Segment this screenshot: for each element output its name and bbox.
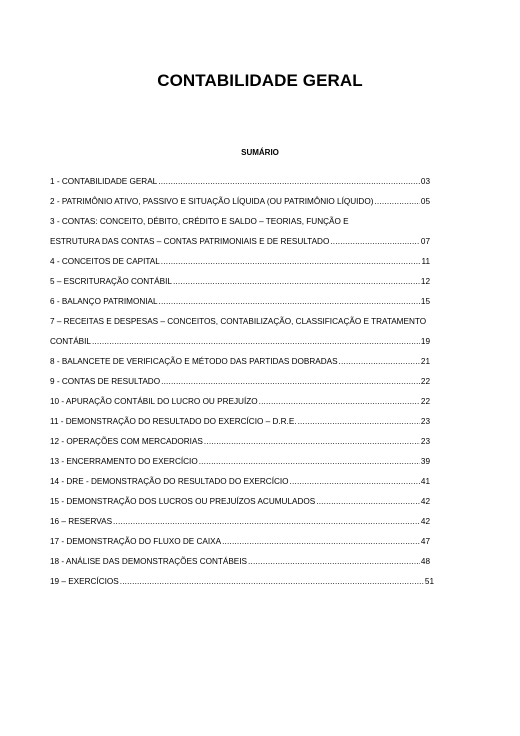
toc-entry-label: 18 - ANÁLISE DAS DEMONSTRAÇÕES CONTÁBEIS: [50, 557, 248, 566]
toc-entry-label: 13 - ENCERRAMENTO DO EXERCÍCIO: [50, 457, 198, 466]
toc-entry-label: 10 - APURAÇÃO CONTÁBIL DO LUCRO OU PREJUÍZO: [50, 397, 258, 406]
toc-entry-label-line1: 3 - CONTAS: CONCEITO, DÉBITO, CRÉDITO E SALDO – TEORIAS, FUNÇÃO E: [50, 217, 349, 226]
toc-entry: [50, 416, 430, 428]
dot-leader: [92, 336, 420, 348]
toc-entry: [50, 296, 430, 308]
toc-entry: [50, 576, 434, 588]
toc-entry-page: 42: [420, 497, 430, 506]
toc-entry-page: 47: [420, 537, 430, 546]
toc-entry: [50, 516, 430, 528]
toc-entry-page: 19: [420, 337, 430, 346]
dot-leader: [339, 356, 420, 368]
toc-entry-page: 05: [420, 197, 430, 206]
toc-entry-page: 21: [420, 357, 430, 366]
toc-entry-label: 9 - CONTAS DE RESULTADO: [50, 377, 161, 386]
toc-entry-label: ESTRUTURA DAS CONTAS – CONTAS PATRIMONIAIS E DE RESULTADO: [50, 237, 330, 246]
dot-leader: [374, 196, 419, 208]
dot-leader: [159, 296, 420, 308]
toc-entry: [50, 396, 430, 408]
dot-leader: [199, 456, 420, 468]
dot-leader: [316, 496, 420, 508]
toc-entry-label: 19 – EXERCÍCIOS: [50, 577, 119, 586]
toc-entry-page: 23: [420, 437, 430, 446]
toc-entry-label: 16 – RESERVAS: [50, 517, 113, 526]
dot-leader: [161, 376, 420, 388]
dot-leader: [222, 536, 420, 548]
toc-entry: [50, 496, 430, 508]
toc-entry: [50, 556, 430, 568]
toc-entry: [50, 336, 430, 348]
toc-entry-label: 11 - DEMONSTRAÇÃO DO RESULTADO DO EXERCÍCIO – D.R.E.: [50, 417, 297, 426]
toc-entry-label: 17 - DEMONSTRAÇÃO DO FLUXO DE CAIXA: [50, 537, 222, 546]
toc-entry-label: CONTÁBIL: [50, 337, 91, 346]
toc-entry-label: 2 - PATRIMÔNIO ATIVO, PASSIVO E SITUAÇÃO LÍQUIDA (OU PATRIMÔNIO LÍQUIDO): [50, 197, 374, 206]
toc-entry-label: 15 - DEMONSTRAÇÃO DOS LUCROS OU PREJUÍZOS ACUMULADOS: [50, 497, 316, 506]
toc-entry-page: 23: [420, 417, 430, 426]
toc-entry-label: 4 - CONCEITOS DE CAPITAL: [50, 257, 160, 266]
toc-entry-page: 07: [420, 237, 430, 246]
toc-entry-page: 11: [421, 257, 430, 266]
toc-entry-page: 41: [420, 477, 430, 486]
toc-entry-page: 42: [420, 517, 430, 526]
toc-entry-page: 48: [420, 557, 430, 566]
toc-heading: SUMÁRIO: [241, 148, 279, 157]
toc-entry: [50, 436, 430, 448]
toc-entry-label: 8 - BALANCETE DE VERIFICAÇÃO E MÉTODO DAS PARTIDAS DOBRADAS: [50, 357, 338, 366]
toc-entry-label: 12 - OPERAÇÕES COM MERCADORIAS: [50, 437, 203, 446]
toc-entry-page: 22: [420, 377, 430, 386]
toc-entry-label: 6 - BALANÇO PATRIMONIAL: [50, 297, 158, 306]
toc-entry-page: 39: [420, 457, 430, 466]
toc-entry-label: 5 – ESCRITURAÇÃO CONTÁBIL: [50, 277, 172, 286]
toc-entry-page: 22: [420, 397, 430, 406]
dot-leader: [113, 516, 420, 528]
toc-entry-page: 15: [420, 297, 430, 306]
toc-entry: [50, 256, 430, 268]
toc-entry: [50, 376, 430, 388]
dot-leader: [259, 396, 420, 408]
dot-leader: [290, 476, 420, 488]
toc-entry: [50, 476, 430, 488]
toc-entry-label: 1 - CONTABILIDADE GERAL: [50, 177, 158, 186]
document-title: CONTABILIDADE GERAL: [157, 71, 363, 90]
dot-leader: [298, 416, 420, 428]
toc-entry-page: 03: [420, 177, 430, 186]
toc-entry: [50, 176, 430, 188]
dot-leader: [120, 576, 424, 588]
toc-entry-label-line1: 7 – RECEITAS E DESPESAS – CONCEITOS, CONTABILIZAÇÃO, CLASSIFICAÇÃO E TRATAMENTO: [50, 317, 427, 326]
dot-leader: [161, 256, 421, 268]
toc-entry: [50, 536, 430, 548]
toc-entry-page: 51: [424, 577, 434, 586]
toc-entry: [50, 356, 430, 368]
dot-leader: [204, 436, 420, 448]
toc-entry-page: 12: [420, 277, 430, 286]
toc-entry-label: 14 - DRE - DEMONSTRAÇÃO DO RESULTADO DO EXERCÍCIO: [50, 477, 289, 486]
toc-entry: [50, 456, 430, 468]
toc-entry: [50, 276, 430, 288]
dot-leader: [158, 176, 420, 188]
dot-leader: [248, 556, 420, 568]
dot-leader: [173, 276, 420, 288]
dot-leader: [330, 236, 420, 248]
toc-entry: [50, 236, 430, 248]
toc-entry: [50, 196, 430, 208]
